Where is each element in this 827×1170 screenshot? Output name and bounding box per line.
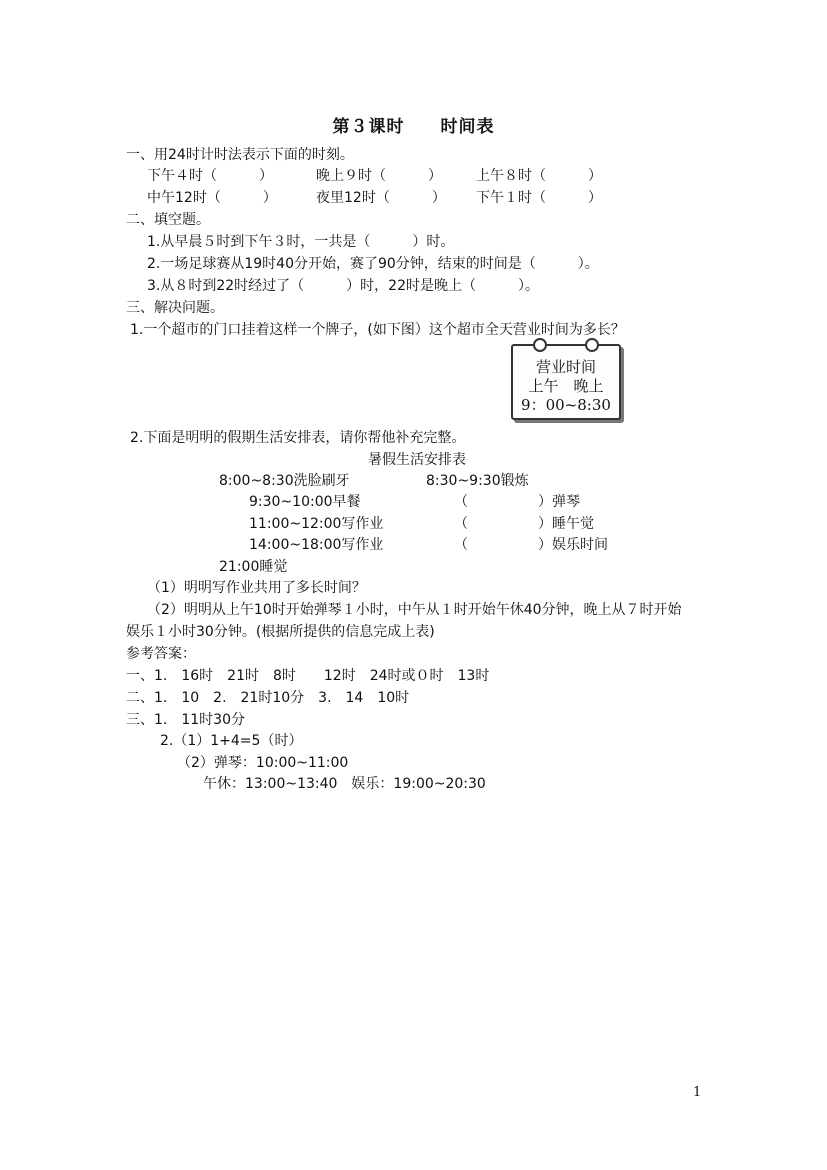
s1-row1-item2: 晚上９时（ ）: [316, 168, 442, 184]
answer-line2: 二、1. 10 2. 21时10分 3. 14 10时: [126, 690, 410, 706]
answer-line3: 三、1. 11时30分: [126, 712, 245, 728]
sign-hook-left: [533, 338, 547, 352]
page-title: [0, 112, 827, 137]
s1-row1-item1: 下午４时（ ）: [147, 168, 273, 184]
schedule-row4-right: （ ）娱乐时间: [454, 537, 608, 553]
schedule-row3-right: （ ）睡午觉: [454, 516, 594, 532]
s1-row1-item3: 上午８时（ ）: [476, 168, 602, 184]
schedule-row2-left: 9:30~10:00早餐: [249, 494, 361, 510]
answer-line5: （2）弹琴：10:00~11:00: [177, 755, 349, 771]
s3-question1: 1.一个超市的门口挂着这样一个牌子，(如下图）这个超市全天营业时间为多长？: [130, 322, 625, 338]
schedule-row1-left: 8:00~8:30洗脸刷牙: [219, 473, 350, 489]
s2-item3: 3.从８时到22时经过了（ ）时，22时是晚上（ ）。: [147, 278, 539, 294]
section1-heading: 一、用24时计时法表示下面的时刻。: [126, 147, 354, 163]
s3-sub2-line1: （2）明明从上午10时开始弹琴１小时，中午从１时开始午休40分钟，晚上从７时开始: [147, 602, 682, 618]
s2-item2: 2.一场足球赛从19时40分开始，赛了90分钟，结束的时间是（ ）。: [147, 256, 599, 272]
sign-line3: 9：00~8:30: [521, 396, 611, 414]
section2-heading: 二、填空题。: [126, 212, 210, 228]
sign-line1: 营业时间: [535, 358, 596, 376]
title-lesson: 第３课时: [332, 117, 405, 137]
s1-row2-item3: 下午１时（ ）: [476, 190, 602, 206]
s2-item1: 1.从早晨５时到下午３时，一共是（ ）时。: [147, 234, 455, 250]
s1-row2-item1: 中午12时（ ）: [147, 190, 277, 206]
page-number: 1: [693, 1085, 702, 1100]
sign-hook-right: [585, 338, 599, 352]
s3-sub2-line2: 娱乐１小时30分钟。(根据所提供的信息完成上表): [126, 624, 435, 640]
schedule-row5-left: 21:00睡觉: [219, 559, 288, 575]
s1-row2-item2: 夜里12时（ ）: [316, 190, 446, 206]
answer-line6: 午休：13:00~13:40 娱乐：19:00~20:30: [203, 776, 486, 792]
schedule-row3-left: 11:00~12:00写作业: [249, 516, 384, 532]
answers-heading: 参考答案：: [126, 646, 196, 662]
schedule-row4-left: 14:00~18:00写作业: [249, 537, 384, 553]
sign-line2: 上午 晚上: [528, 377, 604, 395]
store-hours-sign: [511, 344, 621, 420]
schedule-row1-right: 8:30~9:30锻炼: [426, 473, 529, 489]
answer-line1: 一、1. 16时 21时 8时 12时 24时或０时 13时: [126, 668, 490, 684]
schedule-title: 暑假生活安排表: [368, 452, 466, 468]
s3-question2: 2.下面是明明的假期生活安排表，请你帮他补充完整。: [130, 430, 466, 446]
schedule-row2-right: （ ）弹琴: [454, 494, 580, 510]
section3-heading: 三、解决问题。: [126, 300, 224, 316]
s3-sub1: （1）明明写作业共用了多长时间？: [147, 580, 366, 596]
title-topic: 时间表: [440, 117, 495, 137]
answer-line4: 2.（1）1+4=5（时）: [160, 733, 303, 749]
